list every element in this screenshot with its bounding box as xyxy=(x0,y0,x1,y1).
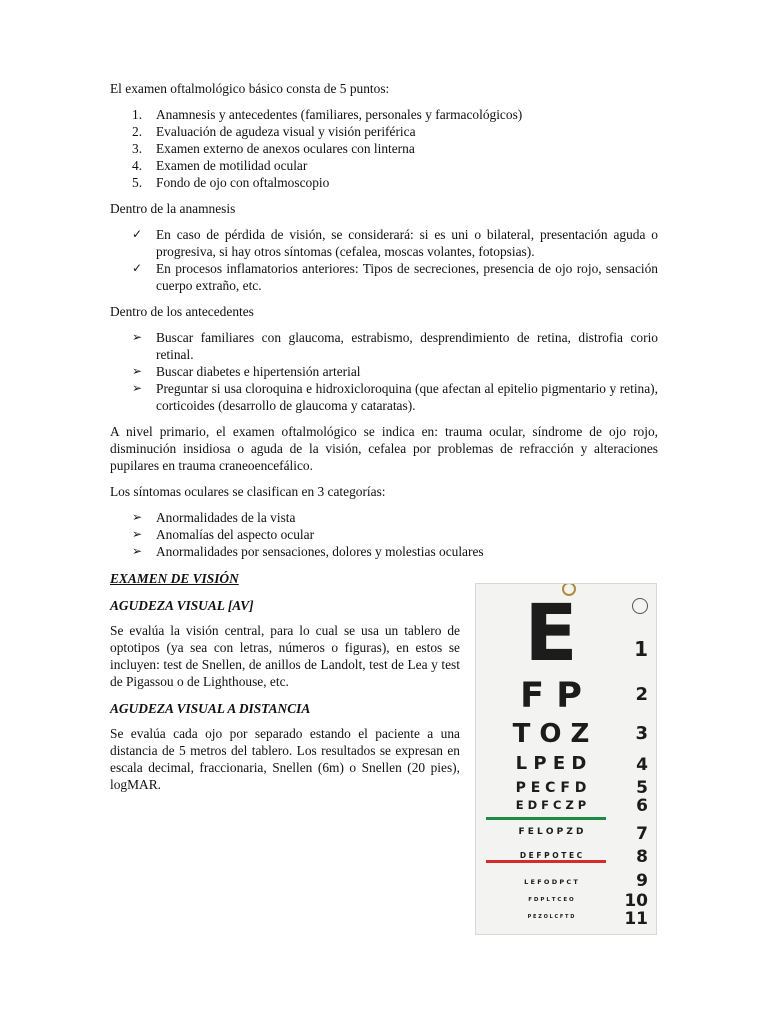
chart-logo-icon xyxy=(632,598,648,614)
list-item-text: Evaluación de agudeza visual y visión periférica xyxy=(156,124,416,139)
list-item xyxy=(110,329,658,363)
visual-acuity-paragraph: Se evalúa la visión central, para lo cual se usa un tablero de optotipos (ya sea con letras, números o figuras), en estos se incluyen: test de Snellen, de anillos de Landolt, test de Lea y test de Pigassou o de Lighthouse, etc. xyxy=(110,623,460,689)
chart-row-1: E xyxy=(524,589,578,679)
list-item-text: Anormalidades por sensaciones, dolores y molestias oculares xyxy=(156,544,484,559)
chart-row-number: 3 xyxy=(635,723,648,744)
chart-row-number: 8 xyxy=(636,847,648,867)
chart-row-9: L E F O D P C T xyxy=(524,878,578,886)
anamnesis-list xyxy=(110,226,658,294)
chart-row-number: 1 xyxy=(634,637,648,661)
list-item-text: En caso de pérdida de visión, se considerará: si es uni o bilateral, presentación aguda o progresiva, si hay otros síntomas (cefalea, moscas volantes, fotopsias). xyxy=(156,227,658,259)
list-item xyxy=(110,157,658,174)
arrowhead-bullet-icon: ➢ xyxy=(132,544,143,558)
snellen-eye-chart xyxy=(475,583,657,935)
chart-row-number: 7 xyxy=(636,824,648,844)
distance-acuity-title: AGUDEZA VISUAL A DISTANCIA xyxy=(110,701,311,716)
distance-acuity-paragraph: Se evalúa cada ojo por separado estando el paciente a una distancia de 5 metros del tablero. Los resultados se expresan en escala decimal, fraccionaria, Snellen (6m) o Snellen (20 pies), logMAR. xyxy=(110,726,460,792)
list-item-text: Fondo de ojo con oftalmoscopio xyxy=(156,175,330,190)
list-item xyxy=(110,226,658,260)
chart-row-2: F P xyxy=(520,676,582,716)
red-line-bar xyxy=(486,860,606,863)
list-item xyxy=(110,543,658,560)
primary-level-paragraph: A nivel primario, el examen oftalmológico se indica en: trauma ocular, síndrome de ojo rojo, disminución insidiosa o aguda de la visión, cefalea por problemas de refracción y alteraciones pupilares en trauma craneoencefálico. xyxy=(110,424,658,473)
chart-row-6: E D F C Z P xyxy=(515,798,587,812)
list-item-text: Buscar diabetes e hipertensión arterial xyxy=(156,364,361,379)
intro-paragraph: El examen oftalmológico básico consta de 5 puntos: xyxy=(110,81,390,96)
exam-steps-list xyxy=(110,106,658,191)
checkmark-icon: ✓ xyxy=(132,261,143,275)
list-item xyxy=(110,174,658,191)
arrowhead-bullet-icon: ➢ xyxy=(132,527,143,541)
list-item-text: Preguntar si usa cloroquina e hidroxicloroquina (que afectan al epitelio pigmentario y retina), corticoides (desarrollo de glaucoma y cataratas). xyxy=(156,381,658,413)
antecedentes-list xyxy=(110,329,658,414)
list-item xyxy=(110,260,658,294)
chart-row-number: 4 xyxy=(636,755,648,775)
list-item-text: Buscar familiares con glaucoma, estrabismo, desprendimiento de retina, distrofia corio retinal. xyxy=(156,330,658,362)
exam-vision-title: EXAMEN DE VISIÓN xyxy=(110,571,239,586)
arrowhead-bullet-icon: ➢ xyxy=(132,364,143,378)
anamnesis-heading: Dentro de la anamnesis xyxy=(110,201,236,216)
list-number: 5. xyxy=(132,175,143,190)
list-item xyxy=(110,140,658,157)
chart-row-11: P E Z O L C F T D xyxy=(527,914,575,920)
list-item xyxy=(110,509,658,526)
list-item xyxy=(110,106,658,123)
chart-row-10: F D P L T C E O xyxy=(528,897,574,903)
list-number: 2. xyxy=(132,124,143,139)
list-item-text: Anamnesis y antecedentes (familiares, personales y farmacológicos) xyxy=(156,107,523,122)
list-item xyxy=(110,526,658,543)
list-number: 3. xyxy=(132,141,143,156)
chart-row-8: D E F P O T E C xyxy=(519,851,583,860)
arrowhead-bullet-icon: ➢ xyxy=(132,330,143,344)
chart-row-3: T O Z xyxy=(512,719,590,749)
arrowhead-bullet-icon: ➢ xyxy=(132,381,143,395)
list-number: 4. xyxy=(132,158,143,173)
chart-row-number: 11 xyxy=(624,909,648,929)
chart-row-7: F E L O P Z D xyxy=(518,827,584,837)
arrowhead-bullet-icon: ➢ xyxy=(132,510,143,524)
visual-acuity-title: AGUDEZA VISUAL [AV] xyxy=(110,598,254,613)
list-item-text: Anomalías del aspecto ocular xyxy=(156,527,315,542)
chart-row-number: 2 xyxy=(635,684,648,705)
green-line-bar xyxy=(486,817,606,820)
chart-row-number: 6 xyxy=(636,796,648,816)
list-item-text: Anormalidades de la vista xyxy=(156,510,296,525)
list-item-text: Examen de motilidad ocular xyxy=(156,158,308,173)
chart-row-number: 9 xyxy=(636,871,648,891)
list-item-text: Examen externo de anexos oculares con linterna xyxy=(156,141,415,156)
symptoms-heading: Los síntomas oculares se clasifican en 3 categorías: xyxy=(110,484,386,499)
list-item-text: En procesos inflamatorios anteriores: Tipos de secreciones, presencia de ojo rojo, sensación cuerpo extraño, etc. xyxy=(156,261,658,293)
chart-row-number: 10 xyxy=(624,891,648,911)
list-item xyxy=(110,123,658,140)
antecedentes-heading: Dentro de los antecedentes xyxy=(110,304,254,319)
list-item xyxy=(110,363,658,380)
chart-row-4: L P E D xyxy=(515,753,587,774)
symptoms-list xyxy=(110,509,658,560)
checkmark-icon: ✓ xyxy=(132,227,143,241)
chart-row-5: P E C F D xyxy=(515,780,587,796)
list-number: 1. xyxy=(132,107,143,122)
chart-row-number: 5 xyxy=(636,778,648,798)
list-item xyxy=(110,380,658,414)
